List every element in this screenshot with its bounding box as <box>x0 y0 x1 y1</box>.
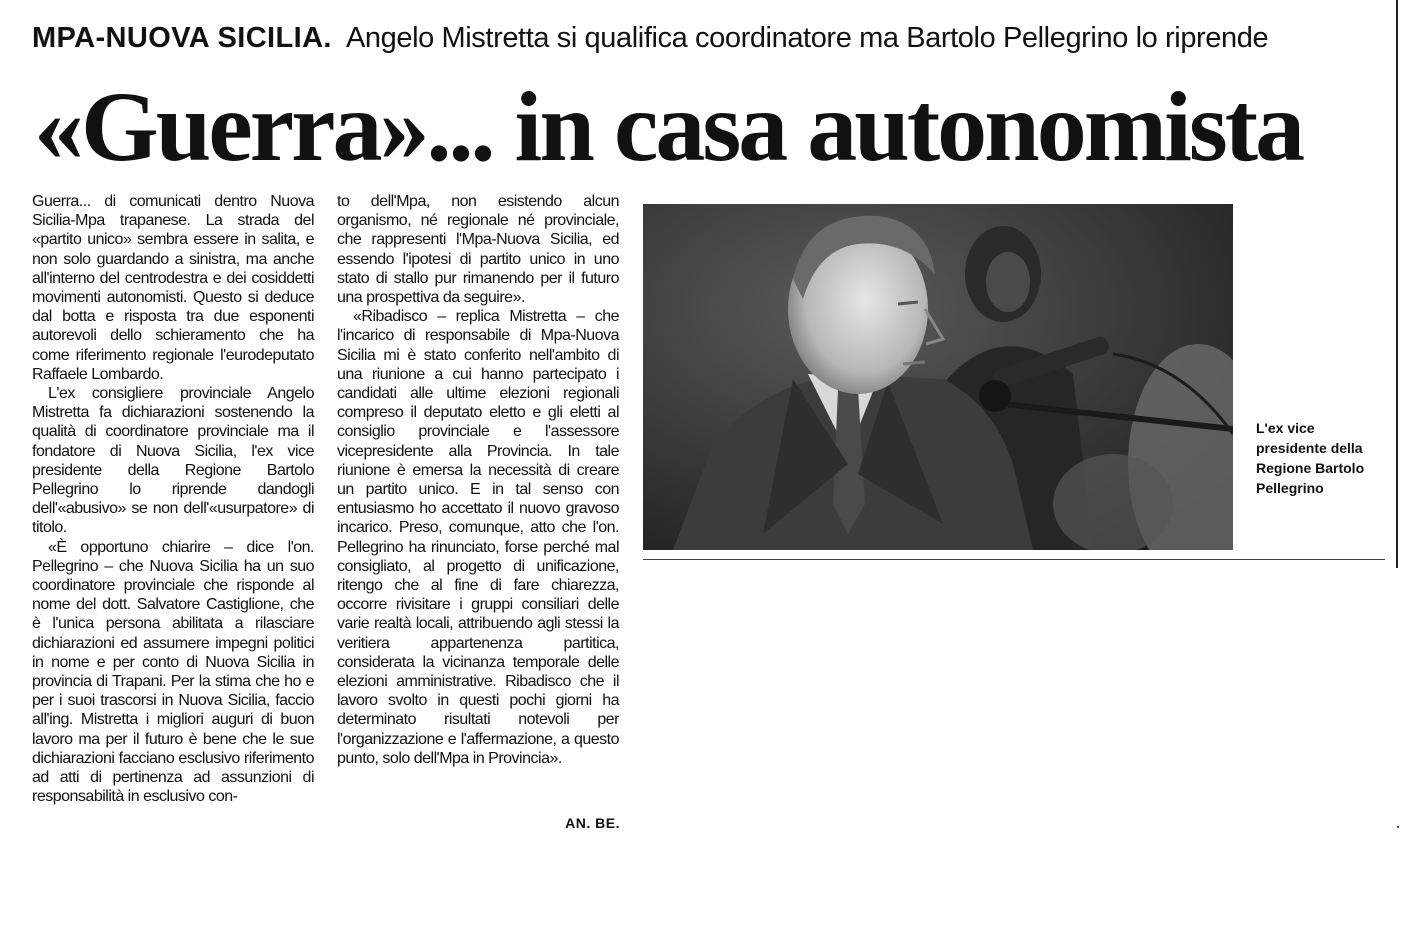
print-speck <box>1397 826 1399 828</box>
caption-line: presidente della <box>1256 440 1363 456</box>
paragraph: to dell'Mpa, non esistendo alcun organismo, né regionale né provinciale, che rappresenti l'Mpa-Nuova Sicilia, ed essendo l'ipotesi di partito unico in uno stato di stallo pur rimanendo per il futuro una prospettiva da seguire». <box>337 193 619 307</box>
caption-line: Regione Bartolo <box>1256 460 1365 476</box>
article-column-1 <box>32 192 314 807</box>
caption-line: L'ex vice <box>1256 420 1315 436</box>
author-signature: AN. BE. <box>565 815 620 831</box>
paragraph: L'ex consigliere provinciale Angelo Mistretta fa dichiarazioni sostenendo la qualità di coordinatore provinciale ma il fondatore di Nuova Sicilia, l'ex vice presidente della Regione Bartolo Pellegrino lo riprende dandogli dell'«abusivo» se non dell'«usurpatore» di titolo. <box>32 385 314 537</box>
headline: «Guerra»... in casa autonomista <box>34 71 1303 182</box>
paragraph: «È opportuno chiarire – dice l'on. Pellegrino – che Nuova Sicilia ha un suo coordinatore provinciale che risponde al nome del dott. Salvatore Castiglione, che è l'unica persona abilitata a rilasciare dichiarazioni ed assumere impegni politici in nome e per conto di Nuova Sicilia in provincia di Trapani. Per la stima che ho e per i suoi trascorsi in Nuova Sicilia, faccio all'ing. Mistretta i migliori auguri di buon lavoro ma per il futuro è bene che le sue dichiarazioni facciano esclusivo riferimento ad atti di pertinenza ad assunzioni di responsabilità in esclusivo con- <box>32 538 314 806</box>
photo-illustration <box>643 204 1233 550</box>
article-column-2 <box>337 192 619 768</box>
kicker-text: Angelo Mistretta si qualifica coordinatore ma Bartolo Pellegrino lo riprende <box>345 22 1269 54</box>
kicker <box>32 18 1392 58</box>
paragraph: Guerra... di comunicati dentro Nuova Sicilia-Mpa trapanese. La strada del «partito unico» sembra essere in salita, e non solo guardando a sinistra, ma anche all'interno del centrodestra e dei cosiddetti movimenti autonomisti. Questo si deduce dal botta e risposta tra due esponenti autorevoli dello schieramento che ha come riferimento regionale l'eurodeputato Raffaele Lombardo. <box>32 193 314 383</box>
photo-caption <box>1256 418 1386 498</box>
news-photo <box>643 204 1233 550</box>
paragraph: «Ribadisco – replica Mistretta – che l'incarico di responsabile di Mpa-Nuova Sicilia mi è stato conferito nell'ambito di una riunione a cui hanno partecipato i candidati alle ultime elezioni regionali compreso il deputato eletto e gli eletti al consiglio provinciale e l'assessore vicepresidente alla Provincia. In tale riunione è emersa la necessità di creare un partito unico. E in tal senso con entusiasmo ho accettato il nuovo gravoso incarico. Preso, comunque, atto che l'on. Pellegrino ha rinunciato, forse perché mal consigliato, al progetto di unificazione, ritengo che al fine di fare chiarezza, occorre rivisitare i gruppi consiliari delle varie realtà locali, attribuendo agli stessi la veritiera appartenenza partitica, considerata la vicinanza temporale delle elezioni amministrative. Ribadisco che il lavoro svolto in questi pochi giorni ha determinato risultati notevoli per l'organizzazione e l'affermazione, a questo punto, solo dell'Mpa in Provincia». <box>337 308 619 767</box>
caption-line: Pellegrino <box>1256 480 1324 496</box>
column-rule-right <box>1396 0 1398 568</box>
photo-bottom-rule <box>643 559 1385 560</box>
kicker-tag: MPA-NUOVA SICILIA. <box>32 22 332 54</box>
